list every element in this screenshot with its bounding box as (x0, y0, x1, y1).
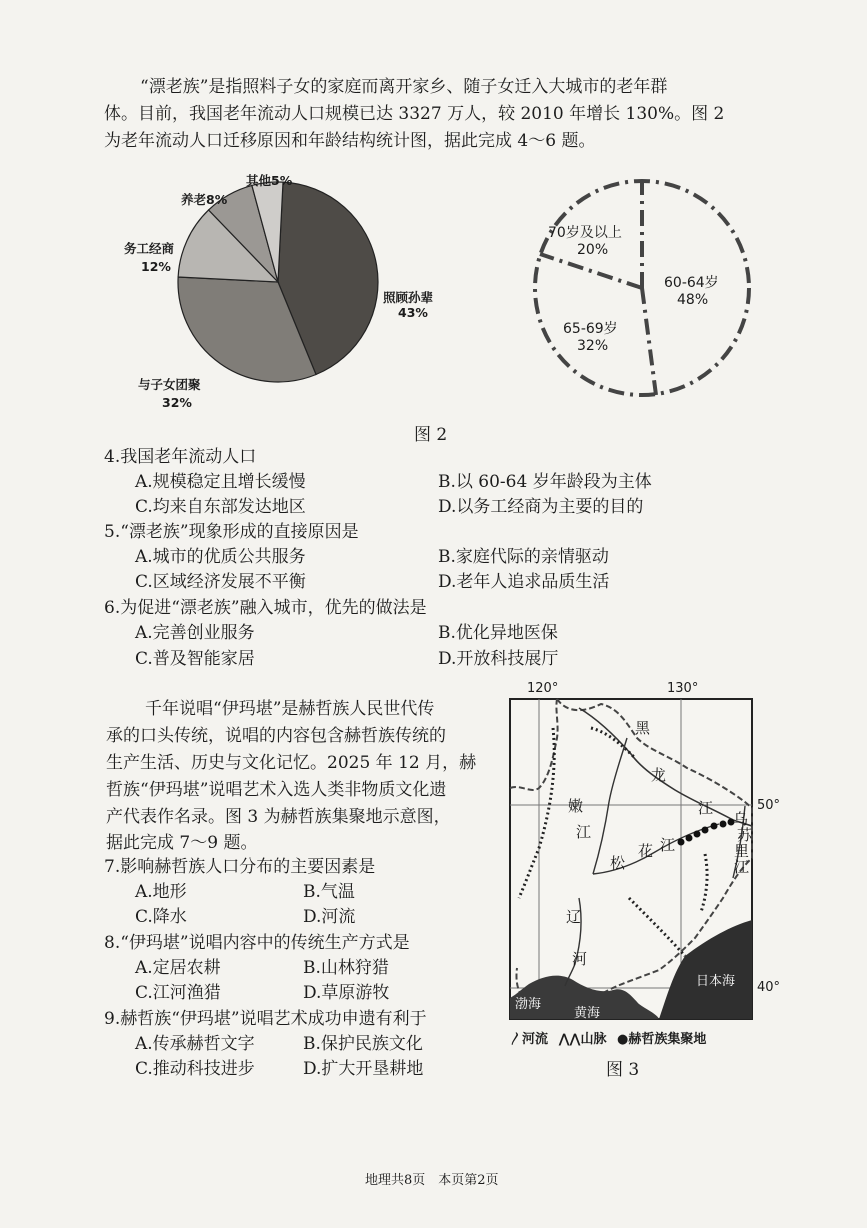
label-wu: 乌 (733, 810, 749, 828)
intro2-line-5: 产代表作名录。图 3 为赫哲族集聚地示意图， (106, 807, 451, 827)
figure3-caption: 图 3 (606, 1060, 640, 1080)
label-age-70-pct: 20% (577, 242, 609, 258)
intro-line-2: 体。目前，我国老年流动人口规模已达 3327 万人，较 2010 年增长 130%。图 2 (104, 104, 725, 124)
legend-hezhe-label: 赫哲族集聚地 (628, 1032, 707, 1047)
mountain-legend-icon: ⋀⋀ (558, 1032, 581, 1047)
q4-option-d: D.以务工经商为主要的目的 (438, 497, 644, 517)
q9-option-d: D.扩大开垦耕地 (303, 1059, 424, 1079)
q9-option-c: C.推动科技进步 (135, 1059, 255, 1079)
q8-stem: 8.“伊玛堪”说唱内容中的传统生产方式是 (104, 933, 410, 953)
q7-stem: 7.影响赫哲族人口分布的主要因素是 (104, 857, 376, 877)
q4-stem: 4.我国老年流动人口 (104, 447, 257, 467)
q8-option-b: B.山林狩猎 (303, 958, 389, 978)
hezhe-dot (720, 821, 727, 828)
label-bohai: 渤海 (515, 997, 542, 1012)
legend-river-label: 河流 (522, 1032, 549, 1047)
label-age-70: 70岁及以上 (548, 225, 622, 241)
label-reunion: 与子女团聚 (138, 377, 201, 392)
age-divider-20 (540, 254, 642, 288)
map-lat-40: 40° (757, 980, 781, 995)
q5-stem: 5.“漂老族”现象形成的直接原因是 (104, 522, 359, 542)
label-jiang-songhua: 江 (660, 836, 676, 854)
label-liao: 辽 (566, 908, 582, 926)
intro2-line-1: 千年说唱“伊玛堪”是赫哲族人民世代传 (145, 699, 435, 719)
q7-option-c: C.降水 (135, 907, 187, 927)
label-li: 里 (734, 842, 750, 860)
map-lat-50: 50° (757, 798, 781, 813)
label-pension: 养老8% (181, 192, 228, 207)
intro-line-1: “漂老族”是指照料子女的家庭而离开家乡、随子女迁入大城市的老年群 (140, 77, 668, 97)
q4-option-c: C.均来自东部发达地区 (135, 497, 306, 517)
age-pie-chart (520, 170, 780, 410)
intro2-line-2: 承的口头传统，说唱的内容包含赫哲族传统的 (106, 726, 446, 746)
label-jiang-wusuli: 江 (734, 858, 750, 876)
q5-option-a: A.城市的优质公共服务 (135, 547, 306, 567)
page-footer: 地理共8页 本页第2页 (365, 1173, 499, 1188)
q4-option-a: A.规模稳定且增长缓慢 (135, 472, 306, 492)
label-long: 龙 (651, 766, 667, 784)
q6-option-d: D.开放科技展厅 (438, 649, 559, 669)
q8-option-a: A.定居农耕 (135, 958, 221, 978)
label-age-65: 65-69岁 (563, 321, 618, 337)
q6-stem: 6.为促进“漂老族”融入城市，优先的做法是 (104, 598, 427, 618)
label-he: 河 (572, 950, 588, 968)
map-lon-130: 130° (667, 681, 699, 696)
label-su: 苏 (737, 826, 753, 844)
label-japansea: 日本海 (696, 974, 736, 989)
age-divider-32 (642, 288, 656, 395)
hezhe-dot (711, 823, 718, 830)
q5-option-c: C.区域经济发展不平衡 (135, 572, 306, 592)
intro2-line-4: 哲族“伊玛堪”说唱艺术入选人类非物质文化遗 (106, 780, 447, 800)
hezhe-dot (678, 839, 685, 846)
label-work-pct: 12% (141, 259, 171, 274)
label-age-60-pct: 48% (677, 292, 709, 308)
legend-mountain-label: 山脉 (580, 1032, 607, 1047)
label-work: 务工经商 (124, 241, 175, 256)
intro2-line-3: 生产生活、历史与文化记忆。2025 年 12 月，赫 (106, 753, 477, 773)
river-legend-icon: 〳 (509, 1032, 523, 1047)
q7-option-a: A.地形 (135, 882, 187, 902)
label-jiang-nen: 江 (576, 823, 592, 841)
label-grandchildren-pct: 43% (398, 305, 428, 320)
label-hua: 花 (638, 842, 654, 860)
q8-option-d: D.草原游牧 (303, 983, 390, 1003)
label-hei: 黑 (635, 719, 651, 737)
label-jiang-heilong: 江 (698, 799, 714, 817)
hezhe-dot (686, 835, 693, 842)
label-grandchildren: 照顾孙辈 (383, 290, 434, 305)
q8-option-c: C.江河渔猎 (135, 983, 221, 1003)
hezhe-dot (702, 827, 709, 834)
q4-option-b: B.以 60-64 岁年龄段为主体 (438, 472, 652, 492)
q7-option-d: D.河流 (303, 907, 356, 927)
hezhe-dot (694, 831, 701, 838)
label-other: 其他5% (246, 173, 293, 188)
q9-option-a: A.传承赫哲文字 (135, 1034, 255, 1054)
q5-option-b: B.家庭代际的亲情驱动 (438, 547, 609, 567)
intro2-line-6: 据此完成 7～9 题。 (106, 833, 258, 853)
q6-option-c: C.普及智能家居 (135, 649, 255, 669)
label-reunion-pct: 32% (162, 395, 192, 410)
label-age-60: 60-64岁 (664, 275, 719, 291)
q9-stem: 9.赫哲族“伊玛堪”说唱艺术成功申遗有利于 (104, 1009, 427, 1029)
map-lon-120: 120° (527, 681, 559, 696)
q6-option-b: B.优化异地医保 (438, 623, 558, 643)
dot-legend-icon: ● (617, 1032, 629, 1047)
figure2-caption: 图 2 (414, 425, 448, 445)
intro-line-3: 为老年流动人口迁移原因和年龄结构统计图，据此完成 4～6 题。 (104, 131, 596, 151)
label-age-65-pct: 32% (577, 338, 609, 354)
q6-option-a: A.完善创业服务 (135, 623, 255, 643)
q9-option-b: B.保护民族文化 (303, 1034, 423, 1054)
label-huanghai: 黄海 (574, 1006, 601, 1021)
label-nen: 嫩 (568, 797, 584, 815)
map-legend (509, 1028, 706, 1047)
label-song: 松 (610, 854, 626, 872)
q7-option-b: B.气温 (303, 882, 355, 902)
q5-option-d: D.老年人追求品质生活 (438, 572, 610, 592)
